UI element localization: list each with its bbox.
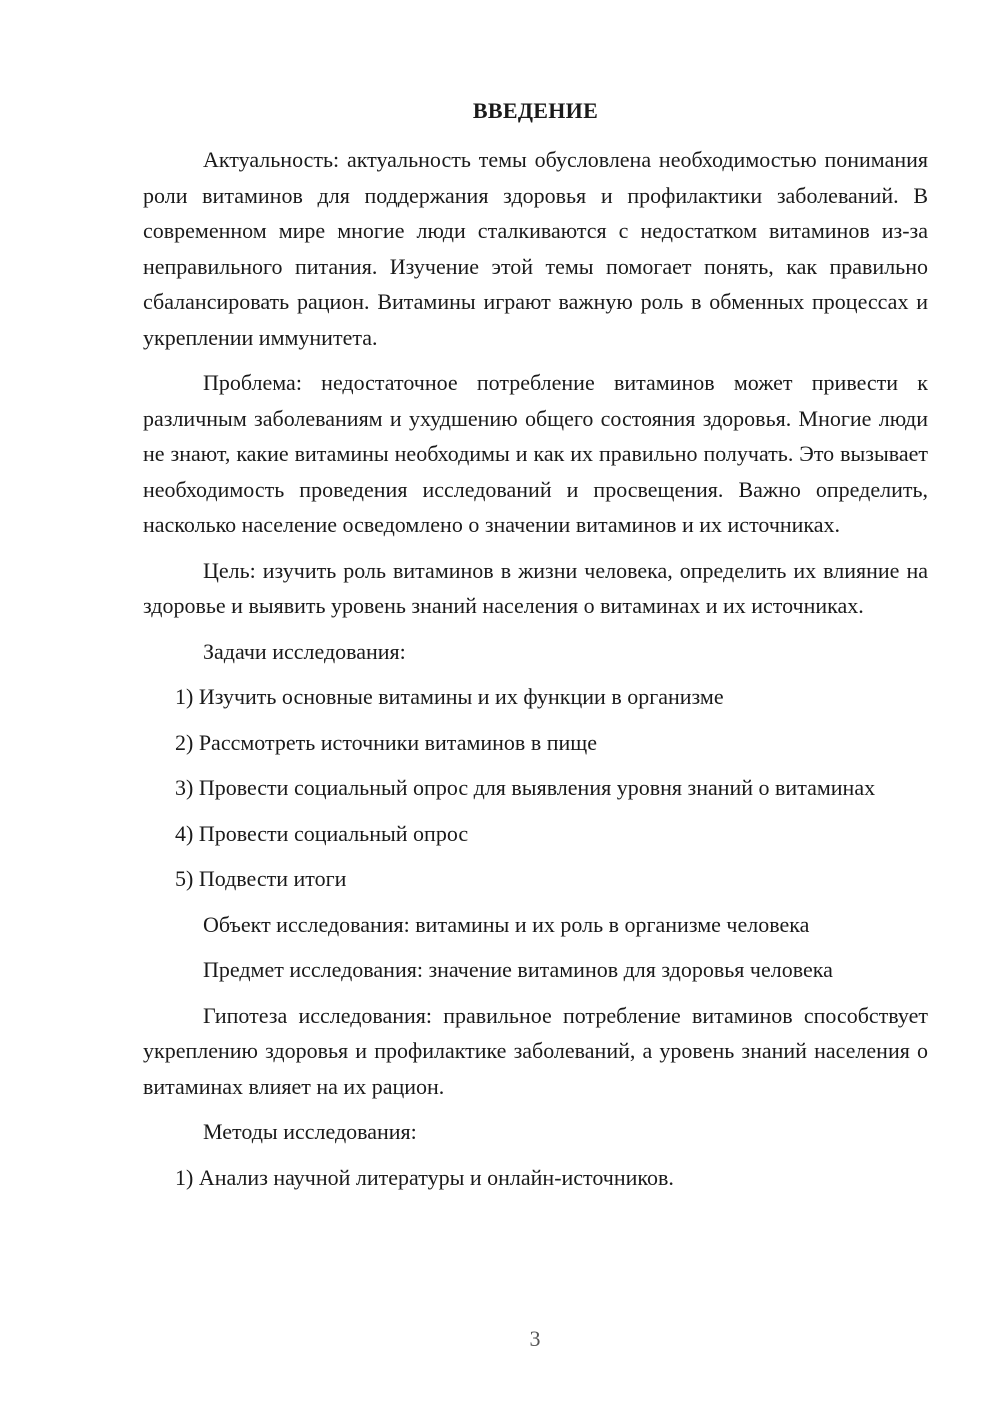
list-item-method-1: 1) Анализ научной литературы и онлайн-источников. (175, 1164, 674, 1190)
list-item-task-5: 5) Подвести итоги (175, 866, 347, 891)
list-item-task-2: 2) Рассмотреть источники витаминов в пище (175, 729, 597, 755)
list-item-task-3: 3) Провести социальный опрос для выявления уровня знаний о витаминах (175, 775, 876, 800)
body-text (143, 142, 928, 1195)
paragraph-subject: Предмет исследования: значение витаминов для здоровья человека (203, 957, 833, 982)
paragraph-problem: Проблема: недостаточное потребление витаминов может привести к различным заболеваниям и ухудшению общего состояния здоровья. Многие люди не знают, какие витамины необходимы и как их правильно получать. Это вызывает необходимость проведения исследований и просвещения. Важно определить, насколько население осведомлено о значении витаминов и их источниках. (143, 370, 928, 537)
paragraph-relevance: Актуальность: актуальность темы обусловлена необходимостью понимания роли витаминов для поддержания здоровья и профилактики заболеваний. В современном мире многие люди сталкиваются с недостатком витаминов из-за неправильного питания. Изучение этой темы помогает понять, как правильно сбалансировать рацион. Витамины играют важную роль в обменных процессах и укреплении иммунитета. (143, 147, 928, 350)
list-item-task-4: 4) Провести социальный опрос (175, 820, 469, 846)
paragraph-methods-heading: Методы исследования: (203, 1119, 417, 1144)
list-item-task-1: 1) Изучить основные витамины и их функции в организме (175, 684, 724, 709)
paragraph-goal: Цель: изучить роль витаминов в жизни человека, определить их влияние на здоровье и выявить уровень знаний населения о витаминах и их источниках. (143, 557, 928, 618)
paragraph-object: Объект исследования: витамины и их роль в организме человека (203, 911, 810, 937)
paragraph-hypothesis: Гипотеза исследования: правильное потребление витаминов способствует укреплению здоровья и профилактике заболеваний, а уровень знаний населения о витаминах влияет на их рацион. (143, 1002, 928, 1099)
paragraph-tasks-heading: Задачи исследования: (203, 638, 406, 664)
page-number: 3 (529, 1326, 541, 1351)
page-title: ВВЕДЕНИЕ (472, 98, 599, 123)
